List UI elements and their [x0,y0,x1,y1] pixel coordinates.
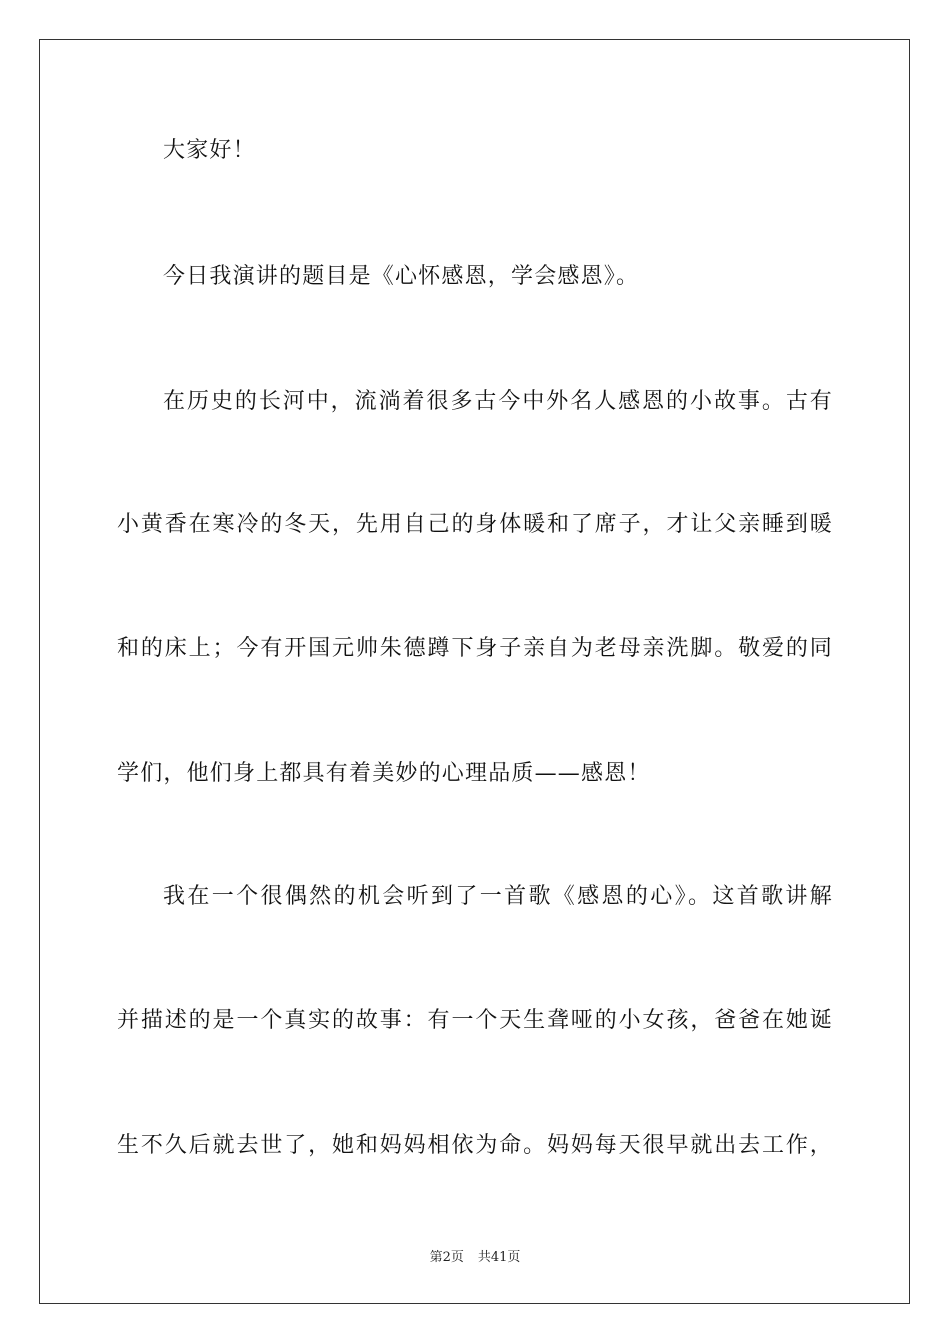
text-line: 和的床上；今有开国元帅朱德蹲下身子亲自为老母亲洗脚。敬爱的同 [117,636,833,661]
text-line: 并描述的是一个真实的故事：有一个天生聋哑的小女孩，爸爸在她诞 [117,1008,833,1033]
page-footer [0,1246,950,1265]
text-line: 在历史的长河中，流淌着很多古今中外名人感恩的小故事。古有 [163,389,833,414]
text-line: 小黄香在寒冷的冬天，先用自己的身体暖和了席子，才让父亲睡到暖 [117,512,833,537]
text-line: 学们，他们身上都具有着美妙的心理品质——感恩！ [117,761,651,786]
text-line: 今日我演讲的题目是《心怀感恩，学会感恩》。 [163,264,640,289]
page-border [39,39,910,1304]
total-pages: 共41页 [477,1250,521,1265]
page-number: 第2页 [429,1250,464,1265]
text-line: 生不久后就去世了，她和妈妈相依为命。妈妈每天很早就出去工作， [117,1133,833,1158]
text-line: 我在一个很偶然的机会听到了一首歌《感恩的心》。这首歌讲解 [163,884,833,909]
text-line: 大家好！ [163,138,256,163]
